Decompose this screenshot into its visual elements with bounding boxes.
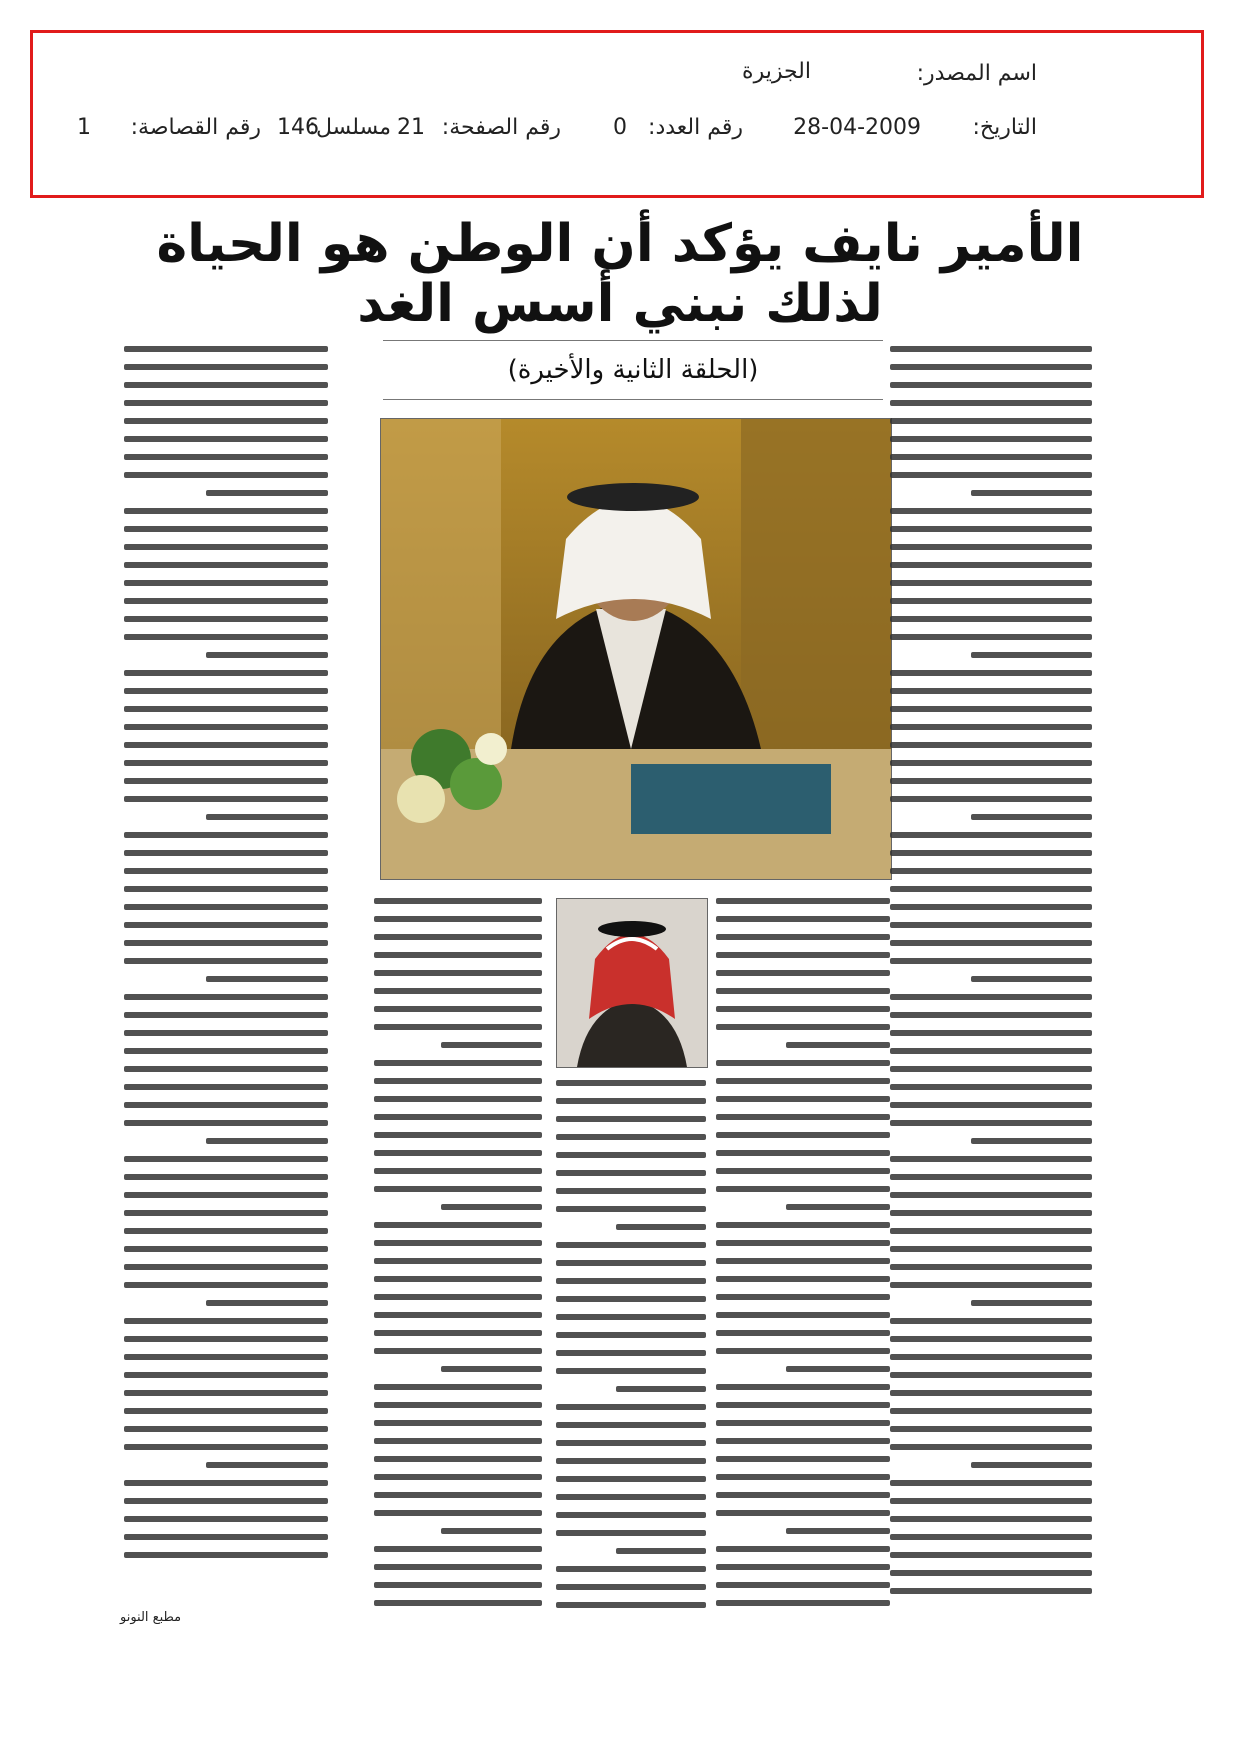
text-line <box>786 1366 890 1372</box>
text-line <box>556 1440 706 1446</box>
text-line <box>124 1048 328 1054</box>
text-line <box>124 1210 328 1216</box>
text-line <box>124 1534 328 1540</box>
text-line <box>716 1564 890 1570</box>
text-line <box>716 1510 890 1516</box>
text-line <box>890 1570 1092 1576</box>
text-line <box>971 1138 1092 1144</box>
text-line <box>556 1278 706 1284</box>
text-line <box>124 1336 328 1342</box>
text-line <box>374 1096 542 1102</box>
text-line <box>124 688 328 694</box>
text-line <box>716 1402 890 1408</box>
text-line <box>616 1548 706 1554</box>
text-line <box>124 1246 328 1252</box>
text-line <box>890 400 1092 406</box>
text-line <box>890 670 1092 676</box>
text-line <box>124 1372 328 1378</box>
text-line <box>124 832 328 838</box>
text-line <box>890 994 1092 1000</box>
text-line <box>971 1462 1092 1468</box>
text-line <box>374 1258 542 1264</box>
text-line <box>890 508 1092 514</box>
text-line <box>890 472 1092 478</box>
text-line <box>890 454 1092 460</box>
text-line <box>716 1438 890 1444</box>
text-line <box>890 778 1092 784</box>
text-line <box>890 1480 1092 1486</box>
text-line <box>890 1012 1092 1018</box>
text-line <box>890 1084 1092 1090</box>
text-line <box>441 1204 542 1210</box>
text-line <box>124 1102 328 1108</box>
text-line <box>556 1260 706 1266</box>
text-line <box>890 706 1092 712</box>
text-line <box>374 952 542 958</box>
text-line <box>716 1024 890 1030</box>
text-line <box>556 1602 706 1608</box>
text-line <box>890 1192 1092 1198</box>
portrait-photo-icon <box>381 419 891 879</box>
text-line <box>441 1366 542 1372</box>
text-line <box>206 652 328 658</box>
text-line <box>716 1150 890 1156</box>
text-line <box>374 1420 542 1426</box>
text-line <box>556 1188 706 1194</box>
text-line <box>206 976 328 982</box>
text-line <box>716 1186 890 1192</box>
date-label: التاريخ: <box>972 115 1037 140</box>
text-line <box>890 1426 1092 1432</box>
text-line <box>556 1116 706 1122</box>
text-line <box>890 940 1092 946</box>
text-line <box>890 760 1092 766</box>
text-line <box>124 580 328 586</box>
text-line <box>890 1408 1092 1414</box>
page-label: رقم الصفحة: <box>441 115 561 140</box>
text-line <box>374 1222 542 1228</box>
text-column-center-left <box>374 898 542 1618</box>
text-line <box>374 934 542 940</box>
text-line <box>890 382 1092 388</box>
text-line <box>374 1150 542 1156</box>
text-column-left <box>124 346 328 1570</box>
text-line <box>556 1404 706 1410</box>
text-line <box>716 1348 890 1354</box>
text-line <box>374 1474 542 1480</box>
text-line <box>124 1318 328 1324</box>
text-line <box>124 994 328 1000</box>
text-line <box>556 1350 706 1356</box>
text-line <box>374 1384 542 1390</box>
text-line <box>716 1114 890 1120</box>
text-line <box>716 1222 890 1228</box>
text-line <box>716 1456 890 1462</box>
text-line <box>716 988 890 994</box>
text-line <box>890 1390 1092 1396</box>
text-line <box>890 1102 1092 1108</box>
text-line <box>716 1096 890 1102</box>
text-line <box>374 898 542 904</box>
text-line <box>716 1294 890 1300</box>
text-line <box>890 1174 1092 1180</box>
text-line <box>890 1120 1092 1126</box>
text-line <box>556 1080 706 1086</box>
text-line <box>124 1552 328 1558</box>
text-line <box>716 1546 890 1552</box>
text-line <box>890 580 1092 586</box>
text-line <box>124 706 328 712</box>
text-column-right <box>890 346 1092 1606</box>
text-line <box>124 382 328 388</box>
text-line <box>716 1276 890 1282</box>
text-line <box>124 1282 328 1288</box>
text-line <box>786 1528 890 1534</box>
text-line <box>374 916 542 922</box>
main-photo <box>380 418 892 880</box>
text-line <box>786 1042 890 1048</box>
text-line <box>124 1408 328 1414</box>
text-line <box>716 1582 890 1588</box>
text-line <box>124 526 328 532</box>
text-line <box>124 1156 328 1162</box>
inset-photo <box>556 898 708 1068</box>
text-line <box>716 1132 890 1138</box>
text-line <box>890 1246 1092 1252</box>
text-line <box>716 1474 890 1480</box>
text-line <box>890 1552 1092 1558</box>
text-line <box>556 1206 706 1212</box>
text-line <box>124 1426 328 1432</box>
text-line <box>556 1314 706 1320</box>
text-line <box>124 634 328 640</box>
article-subtitle: (الحلقة الثانية والأخيرة) <box>383 340 883 400</box>
text-line <box>374 1492 542 1498</box>
text-line <box>124 886 328 892</box>
text-line <box>716 898 890 904</box>
text-line <box>716 1240 890 1246</box>
text-line <box>374 1060 542 1066</box>
text-line <box>556 1566 706 1572</box>
text-line <box>890 1282 1092 1288</box>
serial-value: 146 <box>277 115 319 140</box>
text-line <box>556 1458 706 1464</box>
text-line <box>374 1546 542 1552</box>
text-line <box>890 868 1092 874</box>
text-line <box>124 778 328 784</box>
text-line <box>890 796 1092 802</box>
text-line <box>890 1048 1092 1054</box>
text-line <box>890 1498 1092 1504</box>
text-line <box>441 1528 542 1534</box>
text-line <box>124 400 328 406</box>
text-line <box>556 1476 706 1482</box>
text-line <box>124 1030 328 1036</box>
text-line <box>890 832 1092 838</box>
text-line <box>124 1264 328 1270</box>
text-line <box>124 1066 328 1072</box>
text-line <box>890 1516 1092 1522</box>
text-line <box>441 1042 542 1048</box>
text-line <box>124 904 328 910</box>
text-line <box>124 742 328 748</box>
text-line <box>716 1168 890 1174</box>
text-line <box>374 970 542 976</box>
text-line <box>716 952 890 958</box>
source-metadata-box <box>30 30 1204 198</box>
text-line <box>374 1276 542 1282</box>
text-column-center-right <box>716 898 890 1618</box>
text-line <box>124 454 328 460</box>
text-line <box>716 1330 890 1336</box>
text-line <box>890 1264 1092 1270</box>
text-line <box>374 1294 542 1300</box>
text-line <box>556 1512 706 1518</box>
text-line <box>374 1240 542 1246</box>
text-line <box>374 1024 542 1030</box>
text-line <box>374 1564 542 1570</box>
text-line <box>124 364 328 370</box>
text-line <box>890 742 1092 748</box>
text-line <box>716 916 890 922</box>
text-line <box>556 1134 706 1140</box>
text-line <box>890 724 1092 730</box>
text-line <box>206 1138 328 1144</box>
text-line <box>716 1060 890 1066</box>
text-line <box>556 1494 706 1500</box>
text-line <box>374 1168 542 1174</box>
text-line <box>124 1444 328 1450</box>
source-label: اسم المصدر: <box>916 61 1037 86</box>
text-line <box>124 346 328 352</box>
text-line <box>124 868 328 874</box>
text-line <box>206 1462 328 1468</box>
text-line <box>556 1422 706 1428</box>
text-line <box>890 1228 1092 1234</box>
text-line <box>890 1066 1092 1072</box>
text-line <box>556 1296 706 1302</box>
text-line <box>716 1258 890 1264</box>
text-line <box>716 1078 890 1084</box>
text-line <box>374 1438 542 1444</box>
text-line <box>206 490 328 496</box>
text-line <box>374 1330 542 1336</box>
page-value: 21 <box>397 115 425 140</box>
text-line <box>971 490 1092 496</box>
text-line <box>374 988 542 994</box>
text-line <box>971 1300 1092 1306</box>
text-line <box>890 562 1092 568</box>
text-line <box>206 814 328 820</box>
serial-label: مسلسل: <box>308 115 391 140</box>
text-line <box>556 1098 706 1104</box>
text-line <box>890 598 1092 604</box>
text-line <box>890 544 1092 550</box>
text-line <box>890 616 1092 622</box>
text-line <box>556 1530 706 1536</box>
text-line <box>556 1584 706 1590</box>
text-line <box>556 1170 706 1176</box>
text-line <box>124 1390 328 1396</box>
text-line <box>124 724 328 730</box>
print-credit: مطبع النونو <box>120 1610 182 1625</box>
text-line <box>206 1300 328 1306</box>
issue-value: 0 <box>613 115 627 140</box>
text-line <box>716 1006 890 1012</box>
text-line <box>716 1420 890 1426</box>
text-line <box>124 598 328 604</box>
text-line <box>374 1402 542 1408</box>
text-line <box>374 1006 542 1012</box>
date-value: 28-04-2009 <box>793 115 921 140</box>
text-line <box>124 472 328 478</box>
text-line <box>890 1210 1092 1216</box>
text-line <box>124 1012 328 1018</box>
text-line <box>124 616 328 622</box>
text-line <box>971 652 1092 658</box>
text-line <box>124 562 328 568</box>
portrait-photo-icon <box>557 899 707 1067</box>
text-line <box>124 958 328 964</box>
text-line <box>556 1332 706 1338</box>
clip-value: 1 <box>77 115 91 140</box>
text-line <box>124 1516 328 1522</box>
text-line <box>971 976 1092 982</box>
text-line <box>124 670 328 676</box>
text-line <box>890 364 1092 370</box>
text-line <box>716 934 890 940</box>
text-line <box>890 526 1092 532</box>
text-line <box>124 544 328 550</box>
text-line <box>374 1078 542 1084</box>
text-line <box>716 1492 890 1498</box>
text-line <box>890 1030 1092 1036</box>
text-line <box>124 418 328 424</box>
text-line <box>124 796 328 802</box>
text-line <box>890 634 1092 640</box>
text-line <box>890 1534 1092 1540</box>
text-line <box>374 1456 542 1462</box>
text-line <box>556 1152 706 1158</box>
text-line <box>556 1368 706 1374</box>
text-line <box>124 1084 328 1090</box>
text-line <box>890 688 1092 694</box>
text-line <box>890 346 1092 352</box>
text-line <box>124 850 328 856</box>
text-line <box>124 508 328 514</box>
text-line <box>556 1242 706 1248</box>
text-line <box>124 1192 328 1198</box>
source-value: الجزيرة <box>742 59 811 84</box>
text-line <box>374 1510 542 1516</box>
text-line <box>890 1444 1092 1450</box>
text-line <box>890 1354 1092 1360</box>
text-line <box>890 1156 1092 1162</box>
text-line <box>124 922 328 928</box>
article-headline: الأمير نايف يؤكد أن الوطن هو الحياة لذلك نبني أسس الغد <box>156 214 1084 334</box>
text-line <box>124 760 328 766</box>
text-line <box>374 1348 542 1354</box>
text-line <box>716 1384 890 1390</box>
text-line <box>971 814 1092 820</box>
text-column-under-inset <box>556 1080 706 1620</box>
text-line <box>616 1386 706 1392</box>
text-line <box>890 958 1092 964</box>
text-line <box>890 1372 1092 1378</box>
text-line <box>616 1224 706 1230</box>
text-line <box>124 1354 328 1360</box>
text-line <box>716 1312 890 1318</box>
text-line <box>124 1120 328 1126</box>
text-line <box>890 1318 1092 1324</box>
text-line <box>124 1228 328 1234</box>
text-line <box>124 1480 328 1486</box>
text-line <box>890 922 1092 928</box>
issue-label: رقم العدد: <box>648 115 743 140</box>
text-line <box>890 904 1092 910</box>
clip-label: رقم القصاصة: <box>130 115 261 140</box>
text-line <box>890 1588 1092 1594</box>
text-line <box>786 1204 890 1210</box>
text-line <box>890 436 1092 442</box>
text-line <box>374 1312 542 1318</box>
text-line <box>374 1582 542 1588</box>
text-line <box>890 850 1092 856</box>
text-line <box>374 1114 542 1120</box>
text-line <box>124 1174 328 1180</box>
text-line <box>890 418 1092 424</box>
text-line <box>124 436 328 442</box>
text-line <box>716 970 890 976</box>
text-line <box>890 886 1092 892</box>
text-line <box>124 1498 328 1504</box>
text-line <box>124 940 328 946</box>
text-line <box>374 1600 542 1606</box>
text-line <box>374 1186 542 1192</box>
text-line <box>890 1336 1092 1342</box>
text-line <box>716 1600 890 1606</box>
text-line <box>374 1132 542 1138</box>
